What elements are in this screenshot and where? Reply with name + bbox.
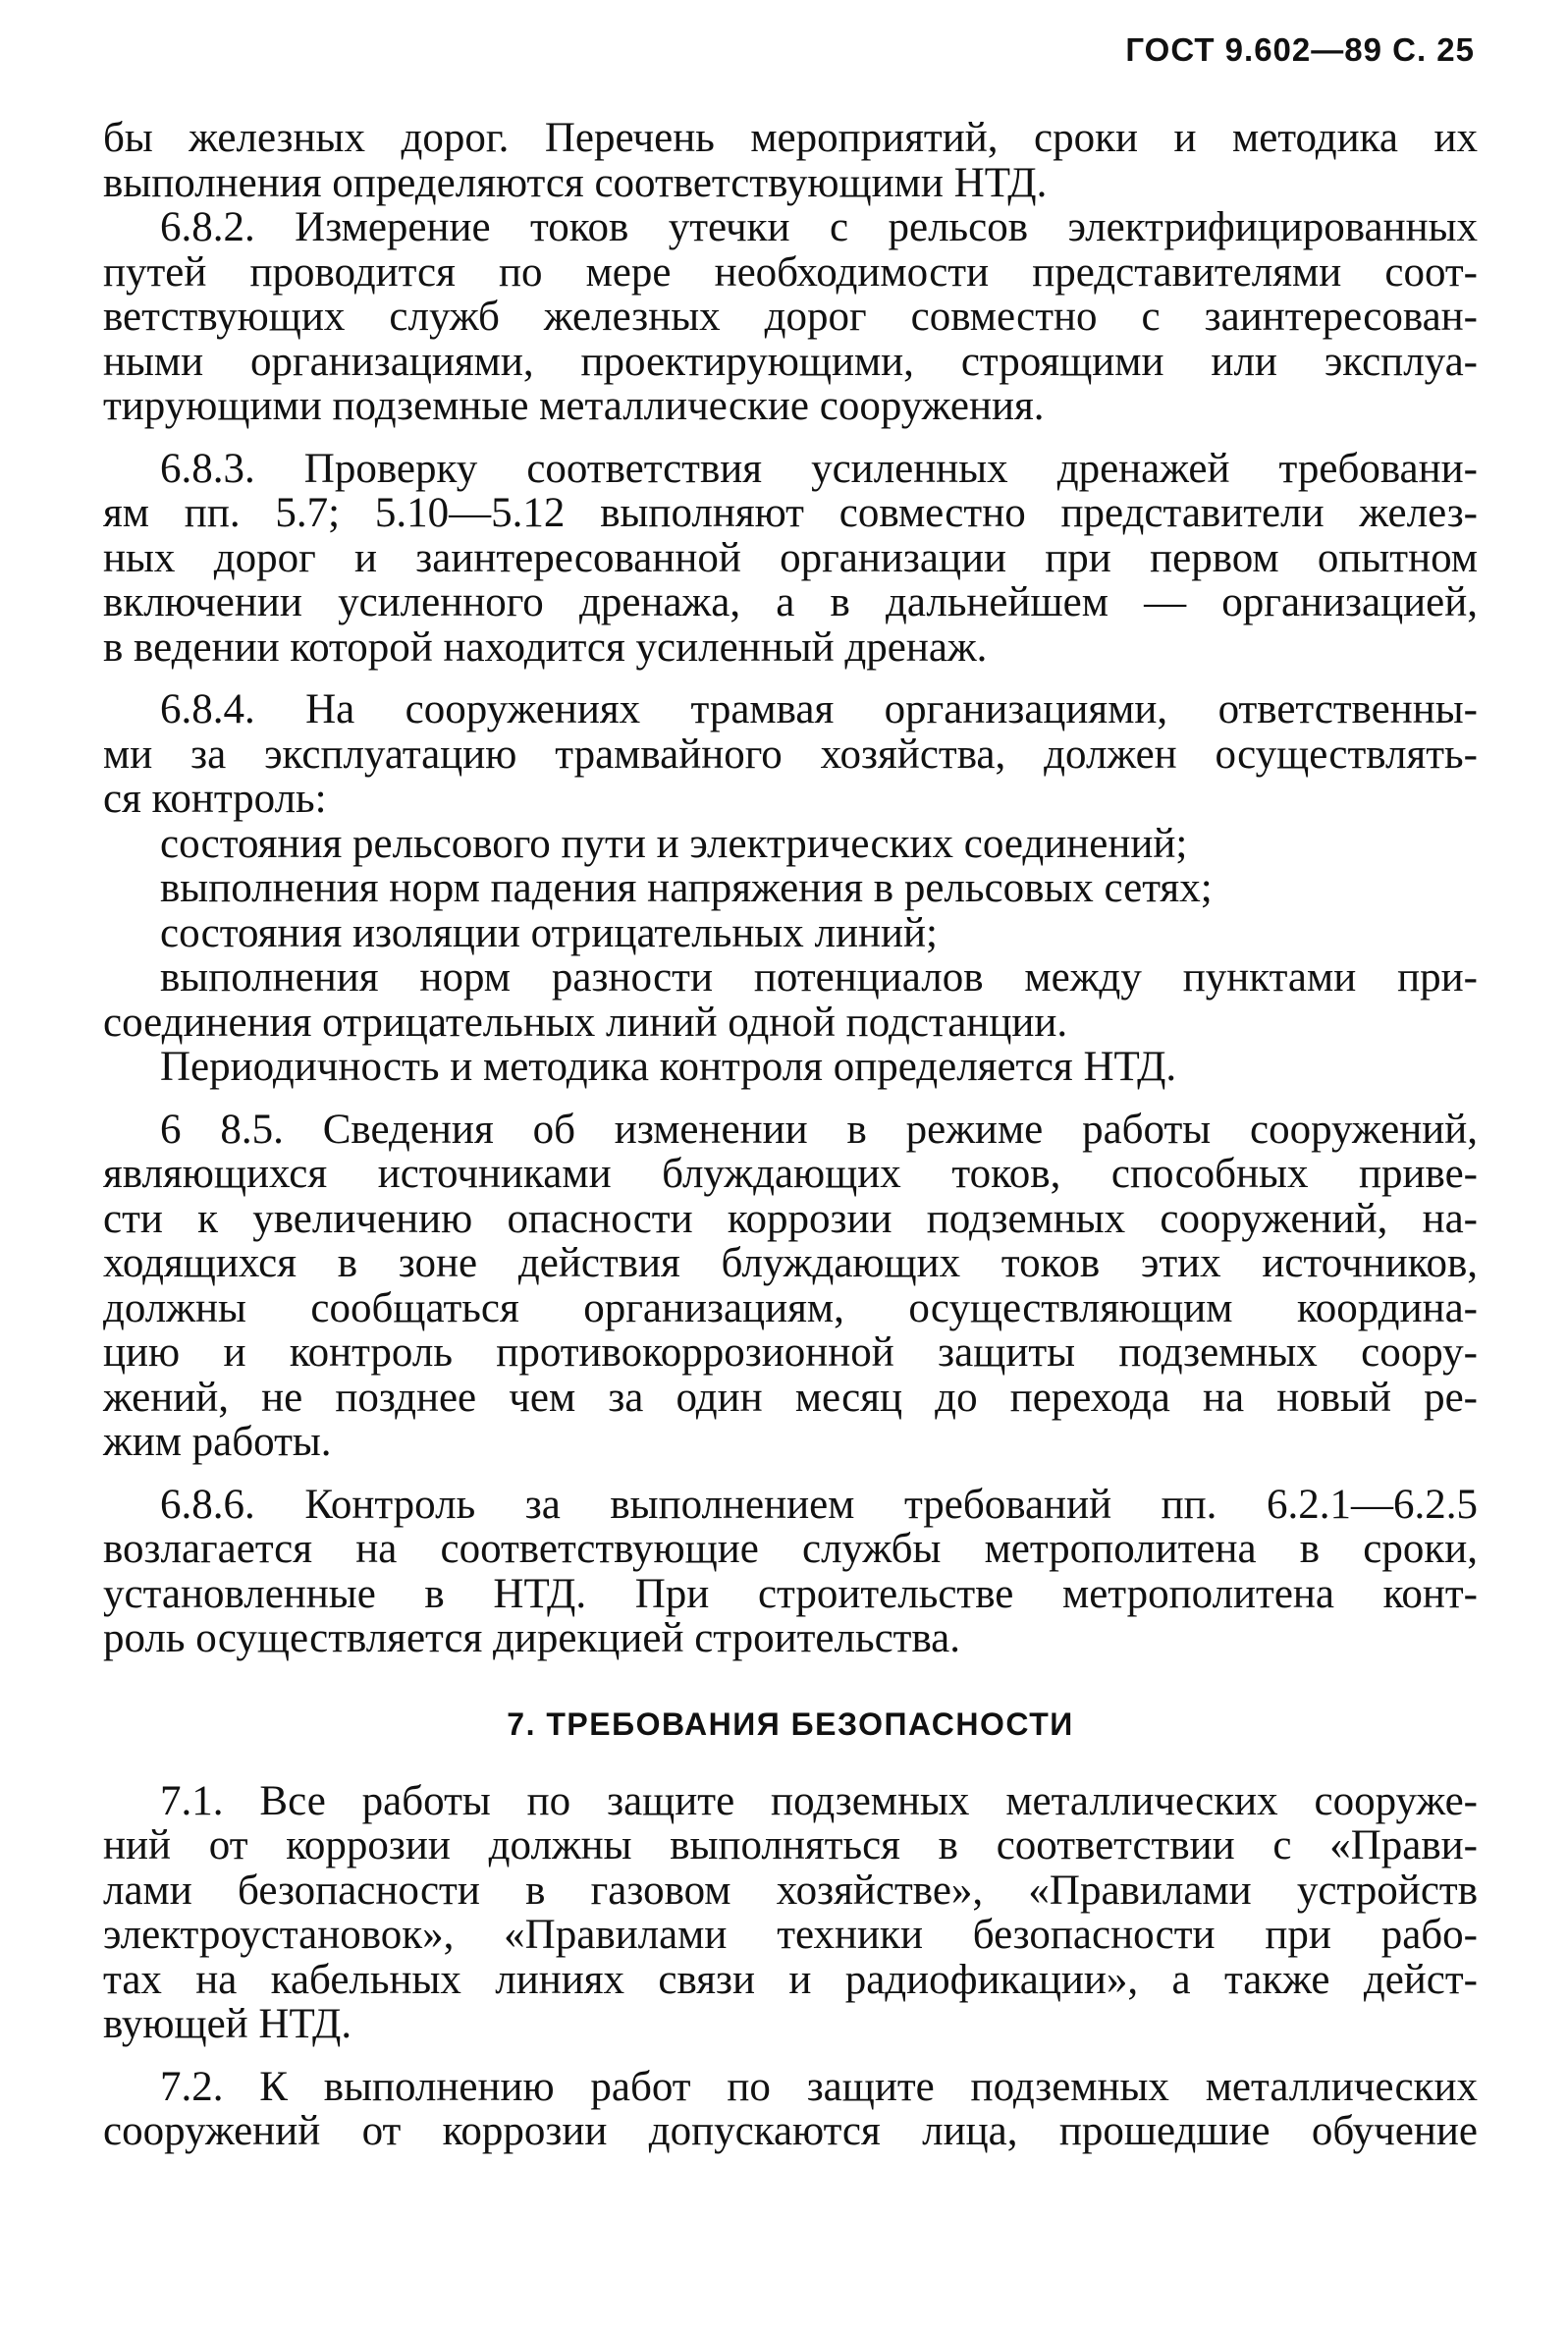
- paragraph-6-8-6: [103, 1483, 1478, 1661]
- text-line: 6.8.2. Измерение токов утечки с рельсов электрифицированных: [160, 204, 1478, 250]
- text-line: лами безопасности в газовом хозяйстве», «Правилами устройств: [103, 1867, 1478, 1914]
- text-line: соединения отрицательных линий одной подстанции.: [103, 999, 1068, 1046]
- text-line: ными организациями, проектирующими, строящими или эксплуа-: [103, 338, 1478, 385]
- paragraph-6-8-4: [103, 687, 1478, 1090]
- text-line: путей проводится по мере необходимости представителями соот-: [103, 248, 1478, 296]
- text-line: 6.8.6. Контроль за выполнением требований пп. 6.2.1—6.2.5: [160, 1481, 1478, 1528]
- text-line: ветствующих служб железных дорог совместно с заинтересован-: [103, 294, 1478, 340]
- text-line: цию и контроль противокоррозионной защиты подземных соору-: [103, 1329, 1478, 1376]
- paragraph-continuation: [103, 116, 1478, 205]
- text-line: 6.8.3. Проверку соответствия усиленных дренажей требовани-: [160, 445, 1478, 492]
- text-line: роль осуществляется дирекцией строительства.: [103, 1615, 961, 1661]
- text-line: ных дорог и заинтересованной организации при первом опытном: [103, 534, 1478, 581]
- text-line: ходящихся в зоне действия блуждающих токов этих источников,: [103, 1240, 1478, 1286]
- text-line: Периодичность и методика контроля определяется НТД.: [160, 1044, 1177, 1090]
- text-line: 7.2. К выполнению работ по защите подземных металлических: [160, 2063, 1478, 2110]
- paragraph-7-2: [103, 2065, 1478, 2154]
- text-line: вующей НТД.: [103, 2001, 352, 2047]
- list-item: состояния изоляции отрицательных линий;: [160, 909, 938, 956]
- text-line: являющихся источниками блуждающих токов, способных приве-: [103, 1151, 1478, 1197]
- text-line: ся контроль:: [103, 776, 327, 822]
- text-line: тах на кабельных линиях связи и радиофикации», а также дейст-: [103, 1956, 1478, 2003]
- text-line: ми за эксплуатацию трамвайного хозяйства, должен осуществлять-: [103, 731, 1478, 778]
- text-line: сооружений от коррозии допускаются лица, прошедшие обучение: [103, 2108, 1478, 2154]
- paragraph-7-1: [103, 1779, 1478, 2047]
- text-line: 6 8.5. Сведения об изменении в режиме работы сооружений,: [160, 1106, 1478, 1153]
- text-line: установленные в НТД. При строительстве метрополитена конт-: [103, 1570, 1478, 1617]
- list-item: состояния рельсового пути и электрических соединений;: [160, 820, 1188, 867]
- text-line: должны сообщаться организациям, осуществляющим координа-: [103, 1284, 1478, 1331]
- text-line: тирующими подземные металлические сооружения.: [103, 383, 1045, 429]
- text-line: ям пп. 5.7; 5.10—5.12 выполняют совместно представители желез-: [103, 490, 1478, 536]
- document-body: [103, 116, 1478, 2154]
- text-line: электроустановок», «Правилами техники безопасности при рабо-: [103, 1912, 1478, 1958]
- text-line: 7.1. Все работы по защите подземных металлических сооруже-: [160, 1777, 1478, 1824]
- section-heading: 7. ТРЕБОВАНИЯ БЕЗОПАСНОСТИ: [507, 1705, 1074, 1742]
- text-line: включении усиленного дренажа, а в дальнейшем — организацией,: [103, 579, 1478, 625]
- paragraph-6-8-2: [103, 205, 1478, 429]
- text-line: жений, не позднее чем за один месяц до перехода на новый ре-: [103, 1374, 1478, 1421]
- text-line: бы железных дорог. Перечень мероприятий, сроки и методика их: [103, 115, 1478, 161]
- text-line: сти к увеличению опасности коррозии подземных сооружений, на-: [103, 1195, 1478, 1242]
- list-item: выполнения норм разности потенциалов между пунктами при-: [160, 954, 1478, 1001]
- text-line: выполнения определяются соответствующими НТД.: [103, 159, 1048, 206]
- paragraph-6-8-5: [103, 1108, 1478, 1465]
- text-line: ний от коррозии должны выполняться в соответствии с «Прави-: [103, 1822, 1478, 1868]
- list-item: выполнения норм падения напряжения в рельсовых сетях;: [160, 865, 1213, 911]
- paragraph-6-8-3: [103, 447, 1478, 671]
- text-line: жим работы.: [103, 1419, 332, 1465]
- text-line: 6.8.4. На сооружениях трамвая организациями, ответственны-: [160, 686, 1478, 732]
- page-header: ГОСТ 9.602—89 С. 25: [1125, 31, 1475, 68]
- text-line: в ведении которой находится усиленный дренаж.: [103, 623, 988, 671]
- text-line: возлагается на соответствующие службы метрополитена в сроки,: [103, 1526, 1478, 1572]
